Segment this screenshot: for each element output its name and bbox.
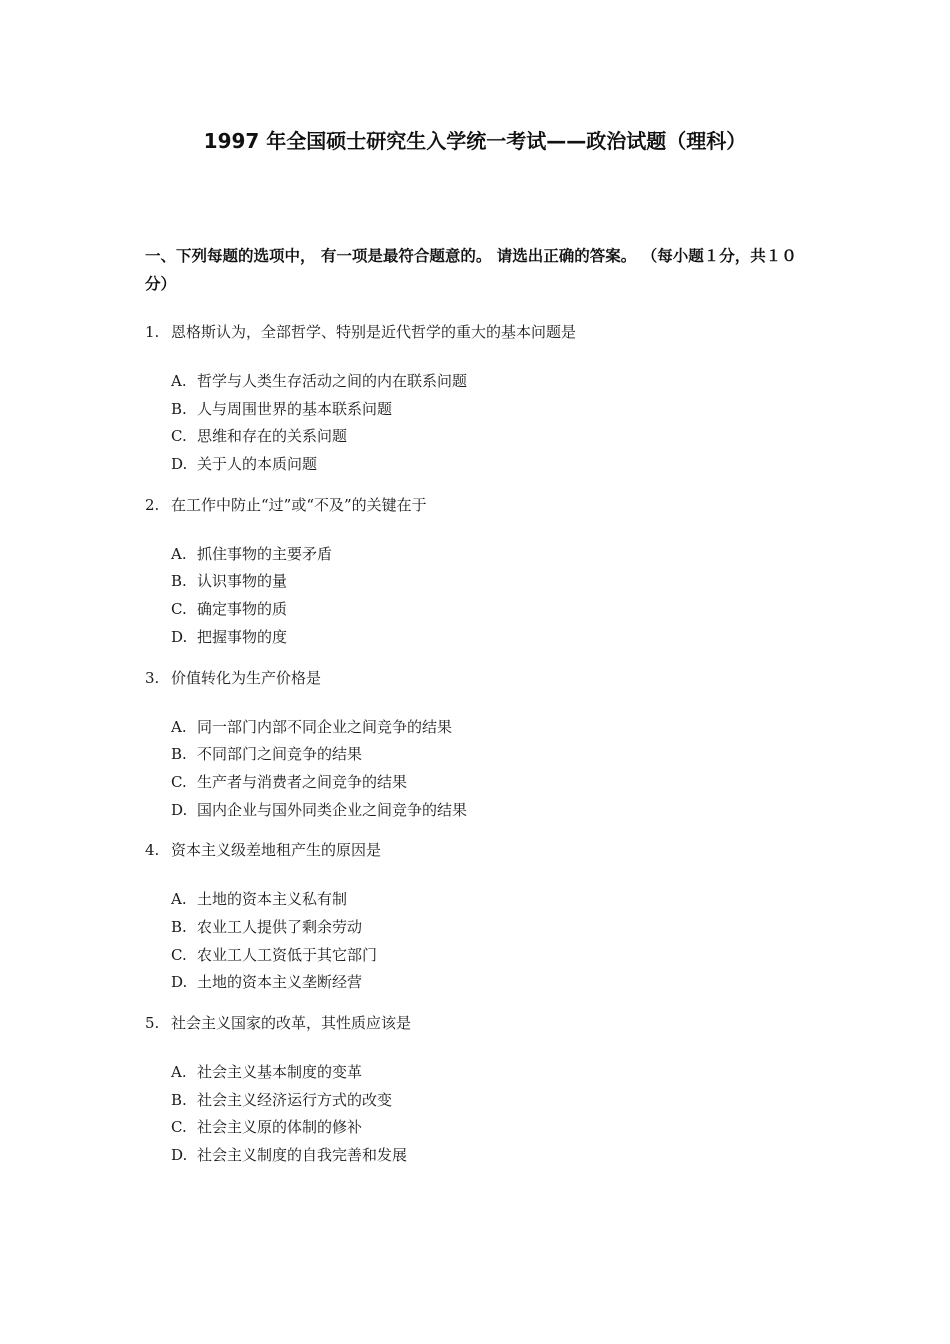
document-title: 1997 年全国硕士研究生入学统一考试——政治试题（理科） (203, 129, 747, 153)
option-letter: C. (171, 1118, 187, 1137)
question-text: 社会主义国家的改革，其性质应该是 (171, 1014, 412, 1032)
question-5 (145, 1009, 810, 1170)
question-number: 1. (145, 323, 160, 341)
option-c (171, 769, 810, 797)
question-text: 资本主义级差地租产生的原因是 (171, 841, 382, 860)
option-text: 社会主义经济运行方式的改变 (197, 1090, 393, 1109)
option-a (171, 368, 810, 396)
question-stem (145, 664, 810, 692)
option-a (171, 1059, 810, 1087)
option-d (171, 969, 810, 997)
option-letter: B. (171, 1090, 187, 1109)
question-text: 在工作中防止“过”或“不及”的关键在于 (171, 495, 427, 514)
option-text: 认识事物的量 (197, 572, 288, 591)
question-stem (145, 1009, 810, 1037)
option-text: 不同部门之间竞争的结果 (197, 745, 363, 764)
option-list (145, 886, 810, 997)
option-list (145, 541, 810, 652)
question-2 (145, 491, 810, 652)
option-a (171, 886, 810, 914)
option-letter: D. (171, 455, 188, 474)
option-text: 抓住事物的主要矛盾 (197, 544, 333, 563)
option-a (171, 714, 810, 742)
option-text: 社会主义原的体制的修补 (197, 1118, 363, 1137)
option-c (171, 1114, 810, 1142)
option-text: 国内企业与国外同类企业之间竞争的结果 (197, 800, 468, 819)
option-letter: A. (171, 717, 187, 736)
option-a (171, 541, 810, 569)
question-1 (145, 318, 810, 479)
option-d (171, 624, 810, 652)
option-letter: D. (171, 800, 188, 819)
question-number: 5. (145, 1014, 160, 1032)
option-c (171, 942, 810, 970)
question-4 (145, 836, 810, 997)
option-letter: C. (171, 427, 187, 446)
option-text: 生产者与消费者之间竞争的结果 (197, 772, 408, 791)
option-text: 关于人的本质问题 (197, 455, 318, 474)
option-list (145, 368, 810, 479)
option-text: 农业工人工资低于其它部门 (197, 945, 378, 964)
question-3 (145, 664, 810, 825)
option-letter: B. (171, 572, 187, 591)
option-letter: B. (171, 399, 187, 418)
option-letter: C. (171, 600, 187, 619)
option-b (171, 741, 810, 769)
option-c (171, 596, 810, 624)
option-b (171, 914, 810, 942)
question-text: 恩格斯认为，全部哲学、特别是近代哲学的重大的基本问题是 (171, 323, 577, 341)
option-text: 人与周围世界的基本联系问题 (197, 399, 393, 418)
option-b (171, 568, 810, 596)
option-text: 农业工人提供了剩余劳动 (197, 917, 363, 936)
option-text: 同一部门内部不同企业之间竞争的结果 (197, 717, 453, 736)
question-number: 4. (145, 841, 160, 860)
question-number: 3. (145, 668, 160, 687)
option-text: 土地的资本主义垄断经营 (197, 973, 363, 992)
option-b (171, 396, 810, 424)
option-letter: C. (171, 945, 187, 964)
option-c (171, 423, 810, 451)
option-b (171, 1087, 810, 1115)
option-text: 社会主义制度的自我完善和发展 (197, 1146, 408, 1165)
question-list (145, 318, 810, 1182)
option-d (171, 451, 810, 479)
section-header: 一、下列每题的选项中， 有一项是最符合题意的。 请选出正确的答案。 （每小题１分，共１０分） (145, 247, 797, 293)
option-letter: B. (171, 917, 187, 936)
option-list (145, 714, 810, 825)
option-letter: D. (171, 627, 188, 646)
option-letter: C. (171, 772, 187, 791)
option-text: 思维和存在的关系问题 (197, 427, 348, 446)
option-letter: A. (171, 890, 187, 909)
option-text: 哲学与人类生存活动之间的内在联系问题 (197, 372, 468, 390)
option-d (171, 1142, 810, 1170)
option-text: 社会主义基本制度的变革 (197, 1063, 363, 1081)
option-list (145, 1059, 810, 1170)
option-letter: A. (171, 372, 187, 390)
option-letter: A. (171, 544, 187, 563)
question-stem (145, 836, 810, 864)
question-stem (145, 318, 810, 346)
option-d (171, 797, 810, 825)
question-text: 价值转化为生产价格是 (171, 668, 322, 687)
option-letter: A. (171, 1063, 187, 1081)
question-stem (145, 491, 810, 519)
option-letter: B. (171, 745, 187, 764)
option-letter: D. (171, 973, 188, 992)
option-text: 确定事物的质 (197, 600, 288, 619)
option-text: 把握事物的度 (197, 627, 288, 646)
option-text: 土地的资本主义私有制 (197, 890, 348, 909)
option-letter: D. (171, 1146, 188, 1165)
question-number: 2. (145, 495, 160, 514)
